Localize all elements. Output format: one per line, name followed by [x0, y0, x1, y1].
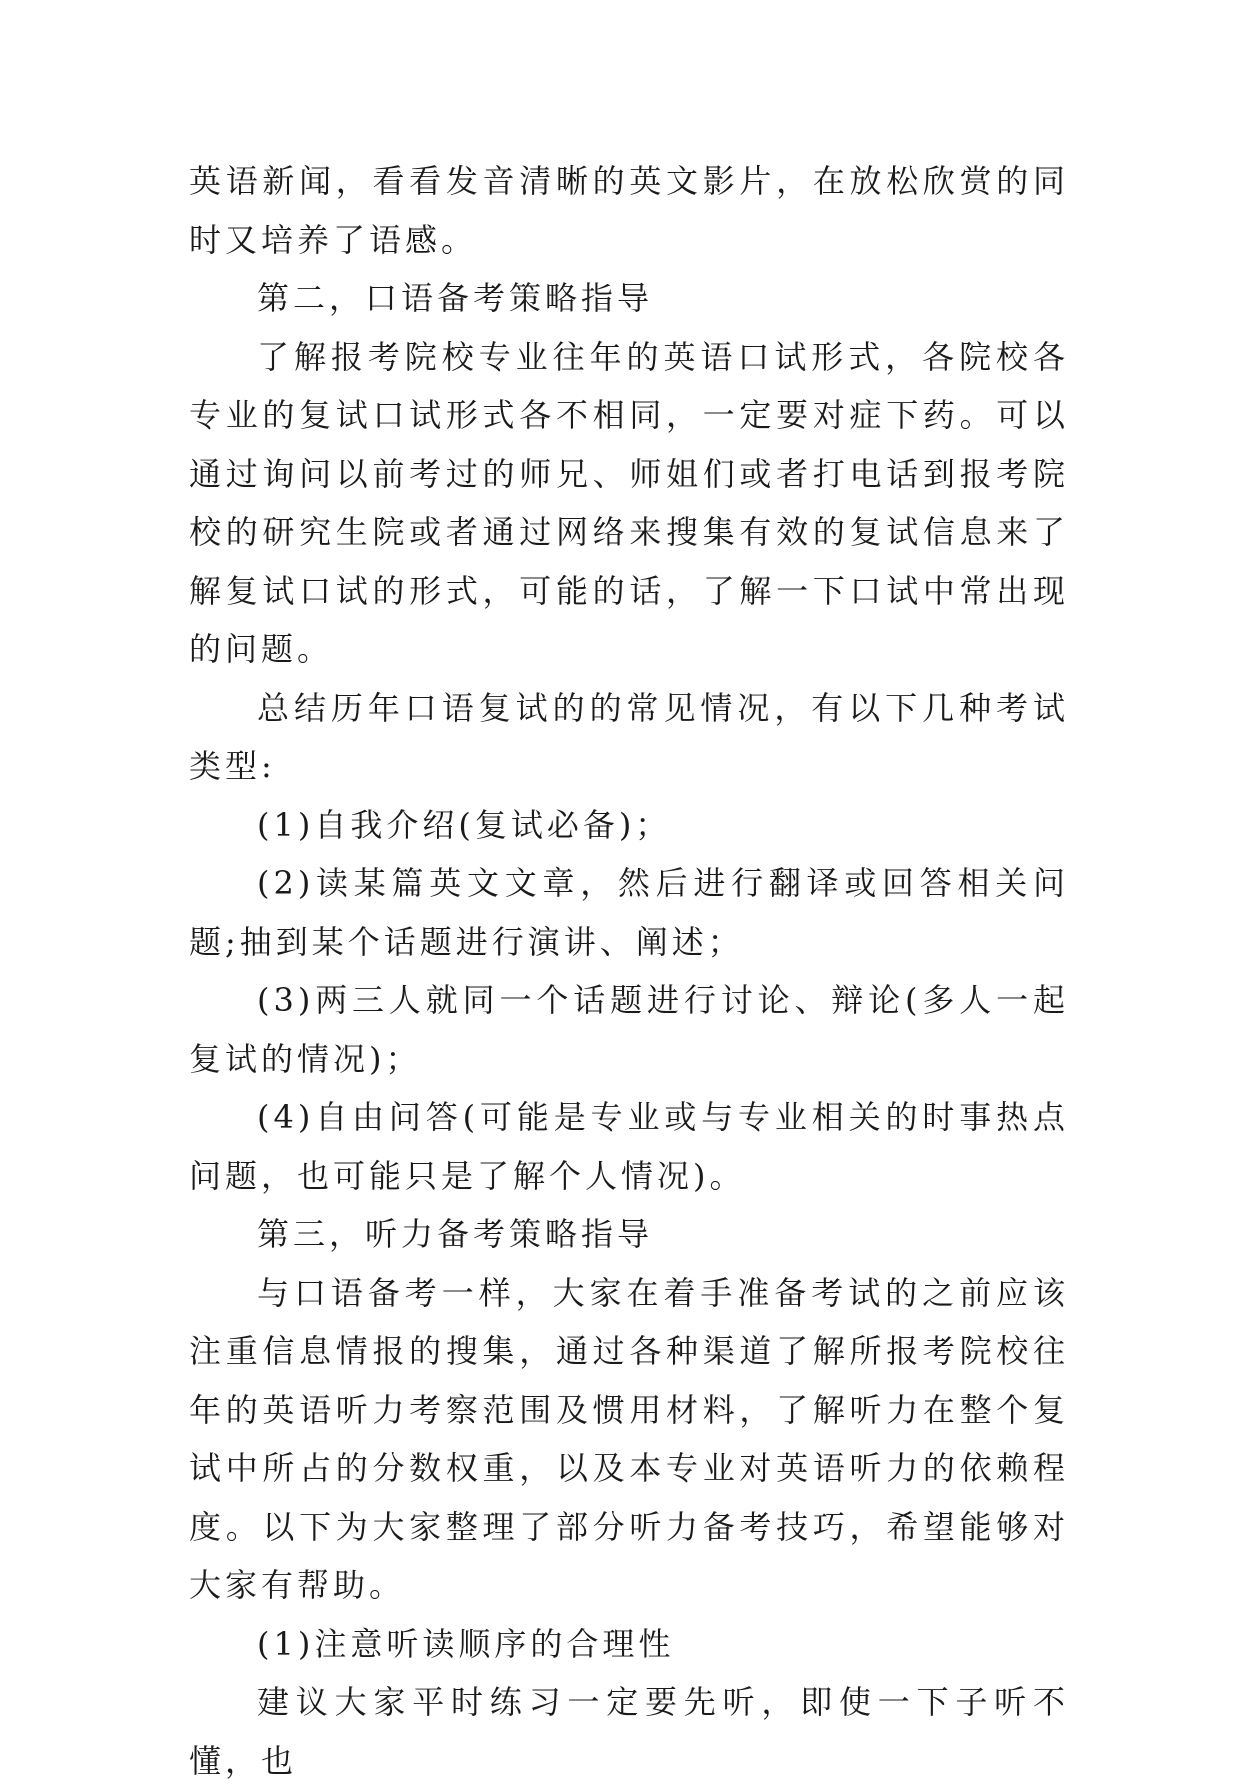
- paragraph-listening-prep: 与口语备考一样，大家在着手准备考试的之前应该注重信息情报的搜集，通过各种渠道了解所报考院校往年的英语听力考察范围及惯用材料，了解听力在整个复试中所占的分数权重，以及本专业对英语听力的依赖程度。以下为大家整理了部分听力备考技巧，希望能够对大家有帮助。: [189, 1273, 1069, 1604]
- list-item-read-article: (2)读某篇英文文章，然后进行翻译或回答相关问题;抽到某个话题进行演讲、阐述；: [189, 864, 1069, 961]
- subheading-listening-order: (1)注意听读顺序的合理性: [257, 1624, 675, 1663]
- list-item-free-qa: (4)自由问答(可能是专业或与专业相关的时事热点问题，也可能只是了解个人情况)。: [189, 1098, 1069, 1195]
- paragraph-oral-format: 了解报考院校专业往年的英语口试形式，各院校各专业的复试口试形式各不相同，一定要对症下药。可以通过询问以前考过的师兄、师姐们或者打电话到报考院校的研究生院或者通过网络来搜集有效的复试信息来了解复试口试的形式，可能的话，了解一下口试中常出现的问题。: [189, 337, 1069, 668]
- list-item-group-discussion: (3)两三人就同一个话题进行讨论、辩论(多人一起复试的情况)；: [189, 981, 1069, 1078]
- heading-listening-strategy: 第三，听力备考策略指导: [257, 1215, 654, 1253]
- paragraph-english-news-continuation: 英语新闻，看看发音清晰的英文影片，在放松欣赏的同时又培养了语感。: [189, 162, 1069, 259]
- paragraph-oral-summary: 总结历年口语复试的的常见情况，有以下几种考试类型:: [189, 688, 1069, 785]
- document-body: [189, 152, 1069, 1790]
- paragraph-listening-practice: 建议大家平时练习一定要先听，即使一下子听不懂，也: [189, 1683, 1069, 1780]
- heading-oral-strategy: 第二，口语备考策略指导: [257, 279, 654, 317]
- list-item-self-intro: (1)自我介绍(复试必备)；: [257, 805, 672, 844]
